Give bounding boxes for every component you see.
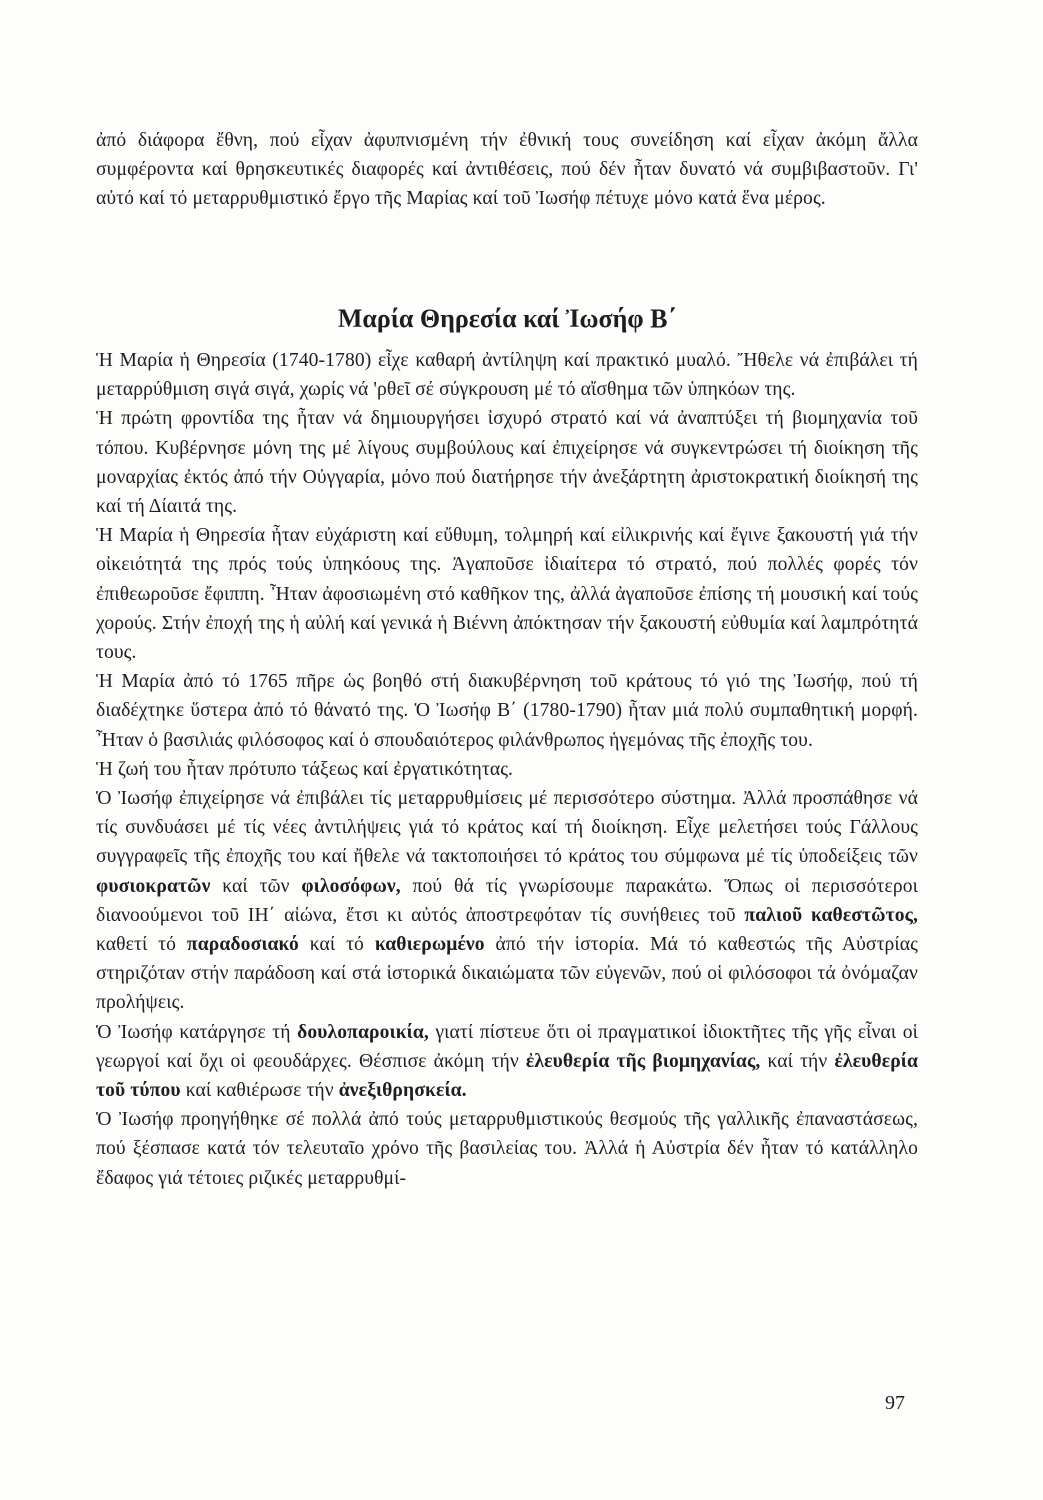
text-run: πού θά τίς γνωρίσουμε παρακάτω. Ὅπως οἱ περισσότεροι διανοούμενοι τοῦ ΙΗ΄ αἰώνα, ἔτσι κι αὐτός ἀποστρεφόταν τίς συνήθειες τοῦ <box>96 875 918 926</box>
text-run: Ὁ Ἰωσήφ ἐπιχείρησε νά ἐπιβάλει τίς μεταρρυθμίσεις μέ περισσότερο σύστημα. Ἀλλά προσπάθησε νά τίς συνδυάσει μέ τίς νέες ἀντιλήψεις γιά τό κράτος καί τή διοίκηση. Εἶχε μελετήσει τούς Γάλλους συγγραφεῖς τῆς ἐποχῆς του καί ἤθελε νά τακτοποιήσει τό κράτος του σύμφωνα μέ τίς ὑποδείξεις τῶν <box>96 788 918 868</box>
text-run: καί τήν <box>760 1050 835 1072</box>
continued-text <box>96 126 918 214</box>
paragraph: Ὁ Ἰωσήφ προηγήθηκε σέ πολλά ἀπό τούς μεταρρυθμιστικούς θεσμούς τῆς γαλλικῆς ἐπαναστάσεως, πού ξέσπασε κατά τόν τελευταῖο χρόνο τῆς βασιλείας του. Ἀλλά ἡ Αὐστρία δέν ἦταν τό κατάλληλο ἔδαφος γιά τέτοιες ριζικές μεταρρυθμί- <box>96 1109 918 1189</box>
bold-term: καθιερωμένο <box>374 934 485 956</box>
text-run: καθετί τό <box>96 934 187 956</box>
text-run: Ὁ Ἰωσήφ κατάργησε τή <box>96 1021 298 1043</box>
bold-term: ἐλευθερία τῆς βιομηχανίας, <box>525 1050 761 1072</box>
paragraph: ἀπό διάφορα ἔθνη, πού εἶχαν ἀφυπνισμένη τήν ἐθνική τους συνείδηση καί εἶχαν ἀκόμη ἄλλα συμφέροντα καί θρησκευτικές διαφορές καί ἀντιθέσεις, πού δέν ἦταν δυνατό νά συμβιβαστοῦν. Γι' αὐτό καί τό μεταρρυθμιστικό ἔργο τῆς Μαρίας καί τοῦ Ἰωσήφ πέτυχε μόνο κατά ἕνα μέρος. <box>96 130 918 210</box>
text-run: καί τῶν <box>210 875 302 897</box>
paragraph: Ἡ πρώτη φροντίδα της ἦταν νά δημιουργήσει ἰσχυρό στρατό καί νά ἀναπτύξει τή βιομηχανία τοῦ τόπου. Κυβέρνησε μόνη της μέ λίγους συμβούλους καί ἐπιχείρησε νά συγκεντρώσει τή διοίκηση τῆς μοναρχίας ἐκτός ἀπό τήν Οὐγγαρία, μόνο πού διατήρησε τήν ἀνεξάρτητη ἀριστοκρατική διοίκησή της καί τή Δίαιτά της. <box>96 408 918 518</box>
page-number: 97 <box>885 1392 905 1414</box>
text-run: γιατί πίστευε ὅτι οἱ πραγματικοί ἰδιοκτῆτες τῆς γῆς εἶναι οἱ γεωργοί καί ὄχι οἱ φεουδάρχες. Θέσπισε ἀκόμη τήν <box>96 1021 918 1072</box>
paragraph: Ἡ ζωή του ἦταν πρότυπο τάξεως καί ἐργατικότητας. <box>96 758 514 780</box>
paragraph <box>96 784 918 1018</box>
bold-term: παραδοσιακό <box>186 934 299 956</box>
paragraph <box>96 1018 918 1106</box>
text-run: ἀπό τήν ἱστορία. Μά τό καθεστώς τῆς Αὐστρίας στηριζόταν στήν παράδοση καί στά ἱστορικά δικαιώματα τῶν εὐγενῶν, πού οἱ φιλόσοφοι τά ὀνόμαζαν προλήψεις. <box>96 934 919 1014</box>
paragraph: Ἡ Μαρία ἀπό τό 1765 πῆρε ὡς βοηθό στή διακυβέρνηση τοῦ κράτους τό γιό της Ἰωσήφ, πού τή διαδέχτηκε ὕστερα ἀπό τό θάνατό της. Ὁ Ἰωσήφ Β΄ (1780-1790) ἦταν μιά πολύ συμπαθητική μορφή. Ἦταν ὁ βασιλιάς φιλόσοφος καί ὁ σπουδαιότερος φιλάνθρωπος ἡγεμόνας τῆς ἐποχῆς του. <box>96 671 918 751</box>
bold-term: ἀνεξιθρησκεία. <box>338 1080 467 1102</box>
section-body <box>96 346 918 1193</box>
bold-term: παλιοῦ καθεστῶτος, <box>744 904 918 926</box>
bold-term: φιλοσόφων, <box>301 875 401 897</box>
bold-term: ἐλευθερία τοῦ τύπου <box>96 1050 918 1102</box>
paragraph: Ἡ Μαρία ἡ Θηρεσία (1740-1780) εἶχε καθαρή ἀντίληψη καί πρακτικό μυαλό. Ἤθελε νά ἐπιβάλει τή μεταρρύθμιση σιγά σιγά, χωρίς νά 'ρθεῖ σέ σύγκρουση μέ τό αἴσθημα τῶν ὑπηκόων της. <box>96 350 918 401</box>
section-heading: Μαρία Θηρεσία καί Ἰωσήφ Β΄ <box>337 304 677 333</box>
bold-term: φυσιοκρατῶν <box>96 875 211 897</box>
text-run: καί τό <box>298 934 375 956</box>
text-run: καί καθιέρωσε τήν <box>180 1080 339 1102</box>
bold-term: δουλοπαροικία, <box>297 1021 429 1043</box>
paragraph: Ἡ Μαρία ἡ Θηρεσία ἦταν εὐχάριστη καί εὔθυμη, τολμηρή καί εἰλικρινής καί ἔγινε ξακουστή γιά τήν οἰκειότητά της πρός τούς ὑπηκόους της. Ἀγαποῦσε ἰδιαίτερα τό στρατό, πού πολλές φορές τόν ἐπιθεωροῦσε ἔφιππη. Ἦταν ἀφοσιωμένη στό καθῆκον της, ἀλλά ἀγαποῦσε ἐπίσης τή μουσική καί τούς χορούς. Στήν ἐποχή της ἡ αὐλή καί γενικά ἡ Βιέννη ἀπόκτησαν τήν ξακουστή εὐθυμία καί λαμπρότητά τους. <box>96 525 918 664</box>
